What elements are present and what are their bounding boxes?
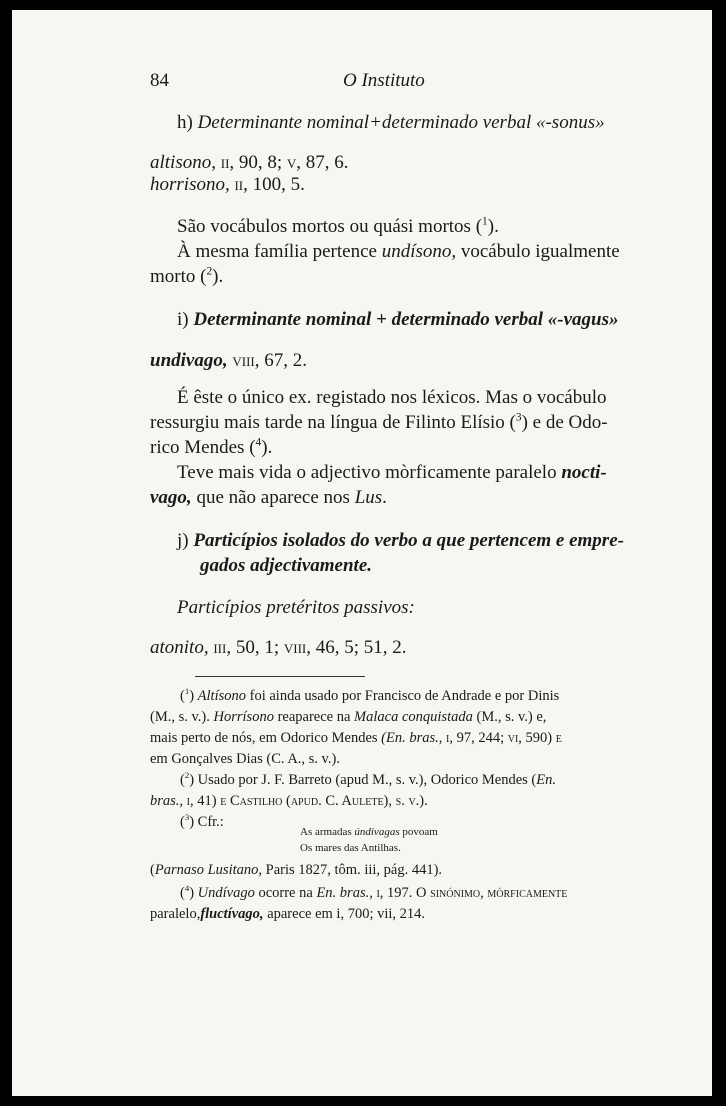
section-h-title: Determinante nominal+determinado verbal «-sonus» <box>197 112 605 133</box>
footnote-line: mais perto de nós, em Odorico Mendes (En. bras., i, 97, 244; vi, 590) e <box>150 730 562 746</box>
footnote-line: bras., i, 41) e Castilho (apud. C. Aulete), s. v.). <box>150 793 428 809</box>
example-refs: viii, 67, 2. <box>232 350 307 371</box>
footnote-1: ($^1$) Altísono foi ainda usado por Francisco de Andrade e por Dinis <box>180 686 560 704</box>
paragraph-continuation: ressurgiu mais tarde na língua de Filinto Elísio ($^3$) e de Odo- <box>150 411 608 433</box>
footnote-source: (Parnaso Lusitano, Paris 1827, tôm. iii, pág. 441). <box>150 862 443 878</box>
example-row <box>150 174 305 196</box>
section-j-label: j) <box>177 530 189 551</box>
footnote-line: paralelo,fluctívago, aparece em i, 700; vii, 214. <box>150 906 426 922</box>
paragraph: Teve mais vida o adjectivo mòrficamente paralelo nocti- <box>177 462 607 483</box>
running-title: O Instituto <box>343 70 425 91</box>
example-refs: ii, 100, 5. <box>234 174 305 195</box>
footnote-2: ($^2$) Usado por J. F. Barreto (apud M., s. v.), Odorico Mendes (En. <box>180 770 556 788</box>
section-i-label: i) <box>177 309 189 330</box>
example-refs: iii, 50, 1; viii, 46, 5; 51, 2. <box>213 637 407 658</box>
footnote-3: ($^3$) Cfr.: <box>180 812 224 830</box>
paragraph-continuation: rico Mendes ($^4$). <box>150 436 273 458</box>
paragraph: À mesma família pertence undísono, vocábulo igualmente <box>177 241 620 262</box>
verse-line: Os mares das Antilhas. <box>300 842 401 854</box>
example-word: undivago, <box>150 350 228 371</box>
paragraph: São vocábulos mortos ou quási mortos ($^1$). <box>177 215 499 237</box>
section-i-title: Determinante nominal + determinado verbal «-vagus» <box>193 309 619 330</box>
paragraph-continuation: morto ($^2$). <box>150 265 224 287</box>
example-row <box>150 152 349 174</box>
section-j-title: Particípios isolados do verbo a que pertencem e empre- <box>193 530 624 551</box>
section-j-title-continuation: gados adjectivamente. <box>200 555 373 576</box>
example-word: altisono, <box>150 152 216 173</box>
paragraph: É êste o único ex. registado nos léxicos. Mas o vocábulo <box>177 387 607 408</box>
example-refs: ii, 90, 8; v, 87, 6. <box>220 152 349 173</box>
section-h-heading <box>177 112 605 134</box>
footnote-divider <box>195 676 365 677</box>
section-j-heading <box>177 530 624 552</box>
paragraph-continuation: vago, que não aparece nos Lus. <box>150 487 387 508</box>
verse-line: As armadas úndivagas povoam <box>300 826 438 838</box>
footnote-ref: 4 <box>255 436 262 449</box>
footnote-ref: 3 <box>515 411 522 424</box>
example-row <box>150 637 407 659</box>
subheading: Particípios pretéritos passivos: <box>177 597 415 618</box>
footnote-line: (M., s. v.). Horrísono reaparece na Malaca conquistada (M., s. v.) e, <box>150 709 547 725</box>
footnote-ref: 2 <box>206 265 213 278</box>
footnote-ref: 1 <box>482 215 488 228</box>
section-i-heading <box>177 309 619 331</box>
example-word: atonito, <box>150 637 209 658</box>
section-h-label: h) <box>177 112 193 133</box>
example-word: horrisono, <box>150 174 230 195</box>
footnote-line: em Gonçalves Dias (C. A., s. v.). <box>150 751 340 767</box>
page-number: 84 <box>150 70 169 91</box>
footnote-4: ($^4$) Undívago ocorre na En. bras., i, 197. O sinónimo, mòrficamente <box>180 883 568 901</box>
example-row <box>150 350 307 372</box>
